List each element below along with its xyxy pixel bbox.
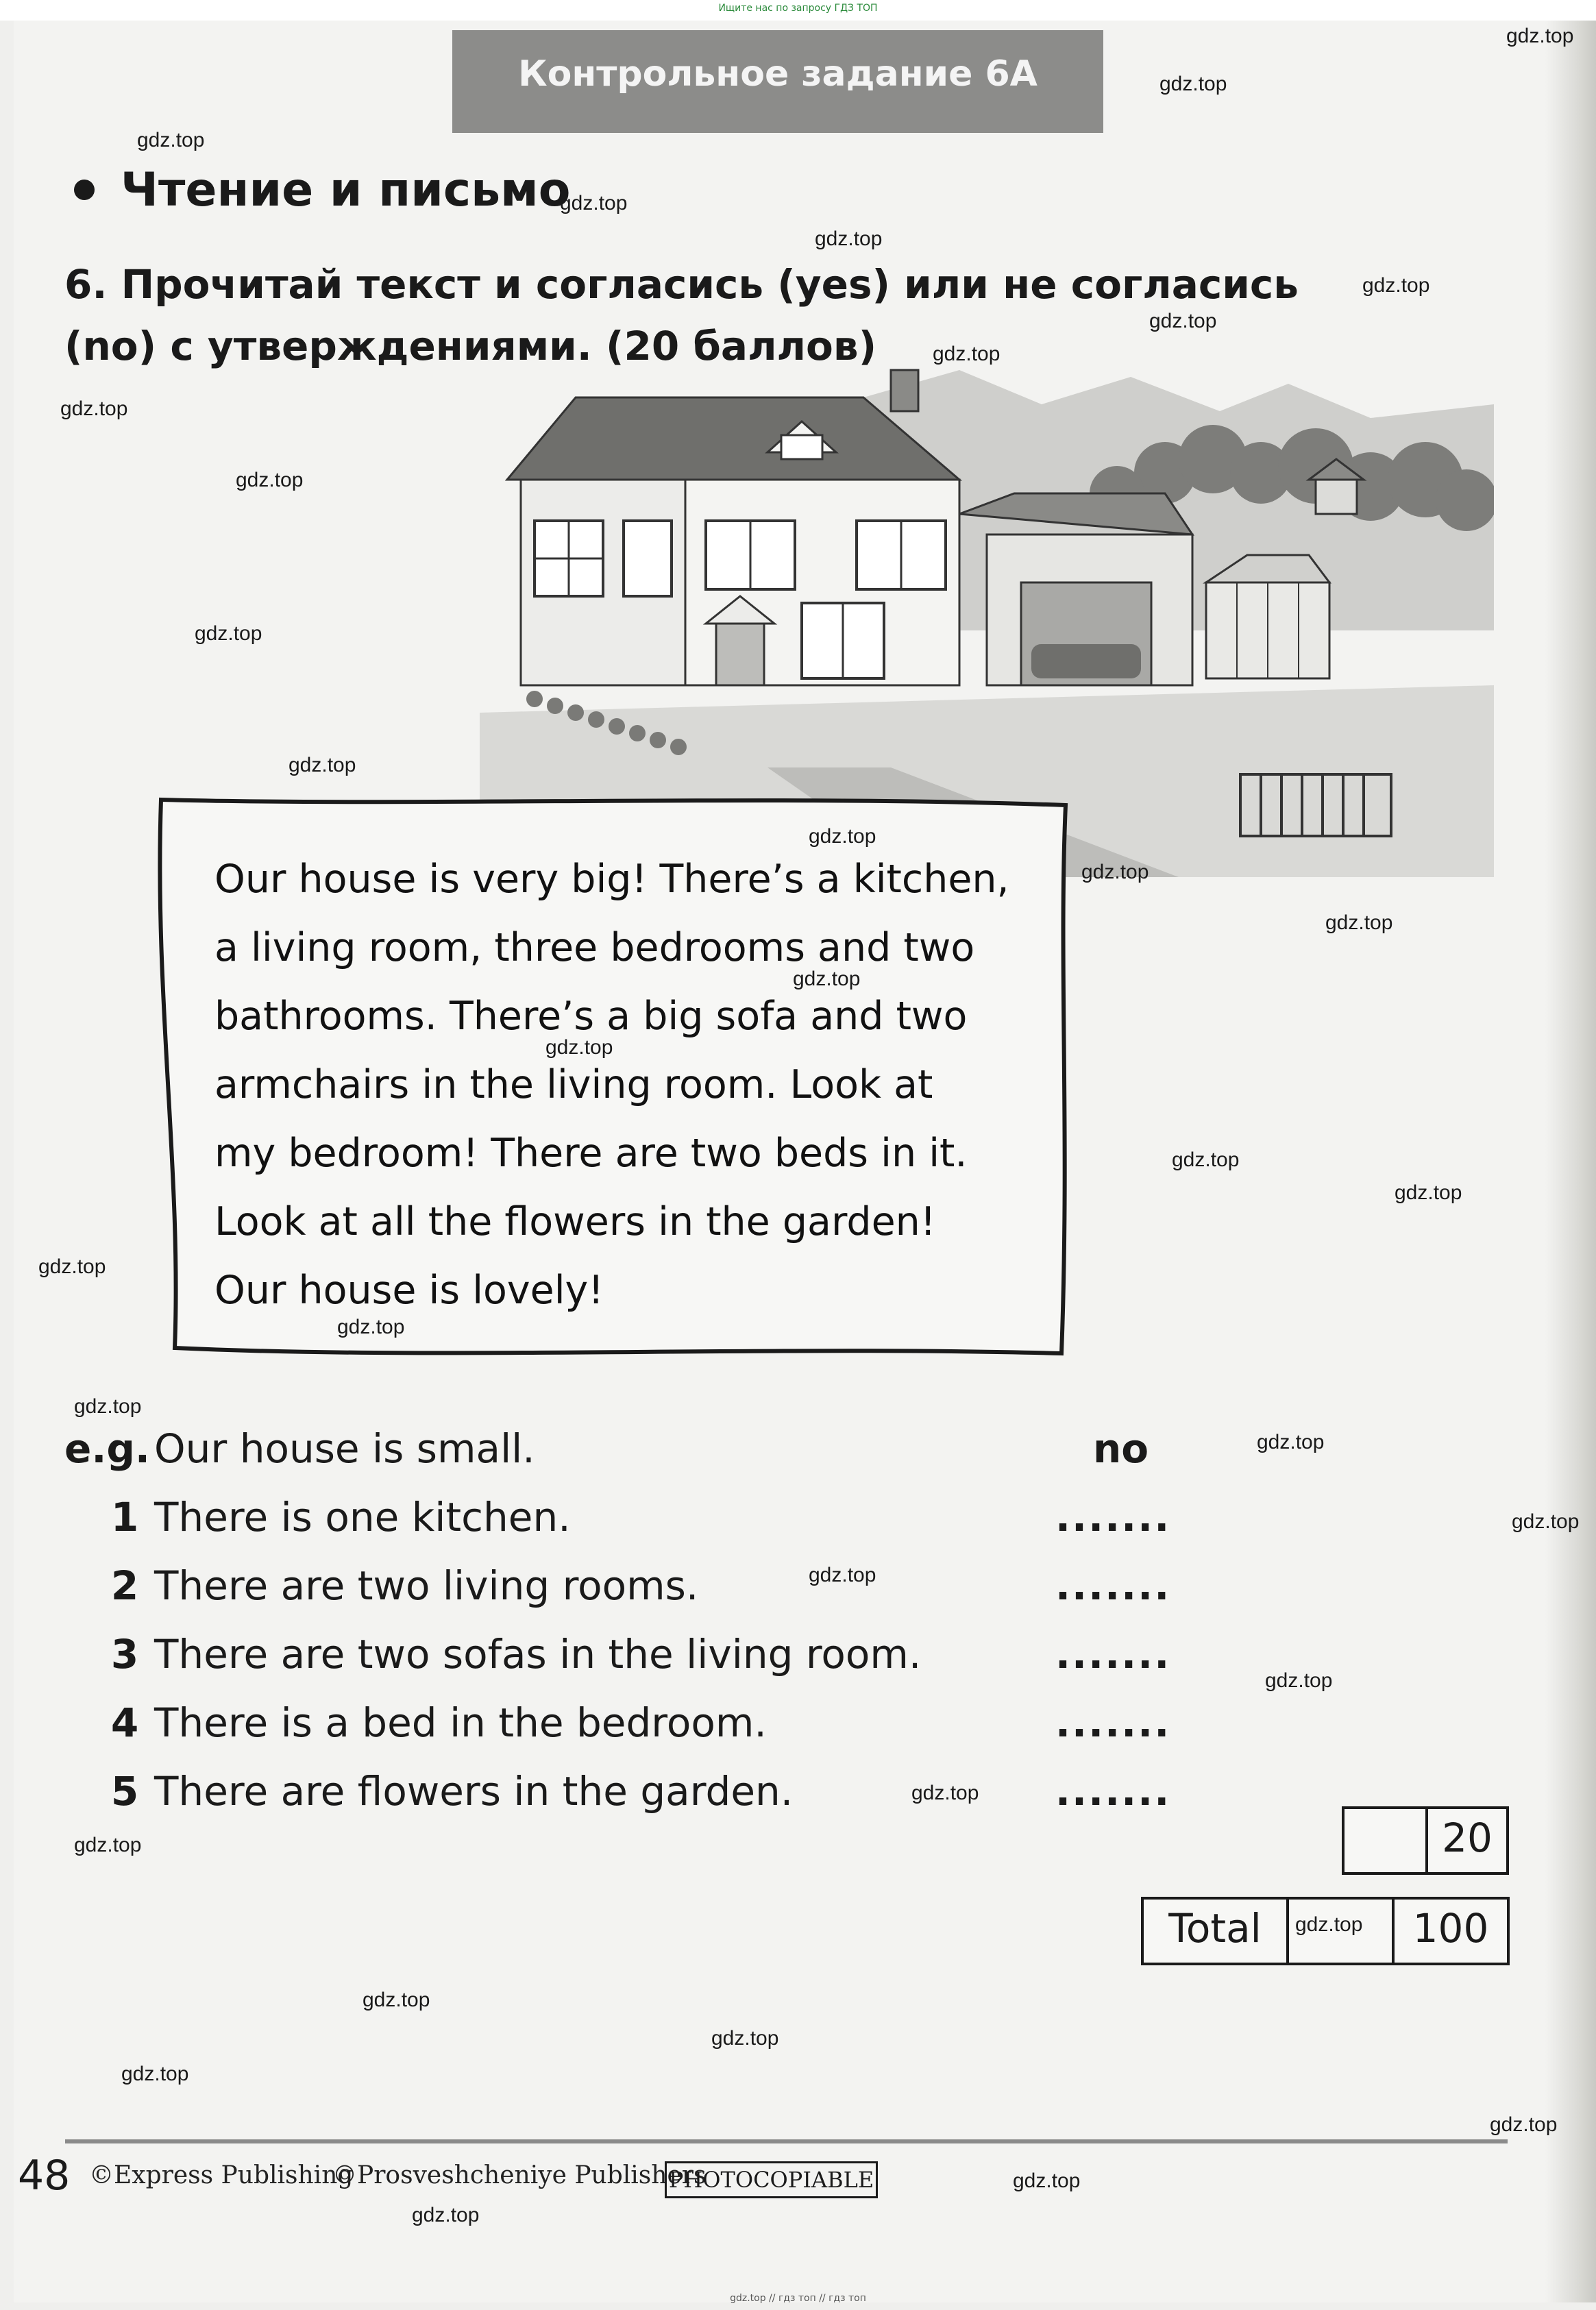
text-box <box>154 791 1072 1367</box>
total-max: 100 <box>1412 1905 1489 1952</box>
watermark: gdz.top <box>1512 1510 1580 1533</box>
watermark: gdz.top <box>933 343 1000 365</box>
watermark: gdz.top <box>793 968 861 990</box>
answer-blank[interactable]: ....... <box>1055 1699 1171 1746</box>
text-line: Look at all the flowers in the garden! <box>214 1199 936 1244</box>
watermark: gdz.top <box>74 1834 142 1856</box>
example-label: e.g. <box>64 1425 150 1472</box>
watermark: gdz.top <box>1325 911 1393 934</box>
statement-text: There are two sofas in the living room. <box>154 1631 922 1678</box>
top-note[interactable]: Ищите нас по запросу ГДЗ ТОП <box>718 3 878 14</box>
watermark: gdz.top <box>236 469 304 491</box>
text-line: bathrooms. There’s a big sofa and two <box>214 994 968 1039</box>
watermark: gdz.top <box>363 1989 430 2011</box>
statement-text: There is a bed in the bedroom. <box>154 1699 767 1746</box>
page-number: 48 <box>18 2152 71 2200</box>
watermark: gdz.top <box>1295 1913 1363 1936</box>
page-title: Контрольное задание 6А <box>518 53 1038 95</box>
watermark: gdz.top <box>815 228 883 250</box>
statement-number: 2 <box>110 1562 139 1609</box>
photocopiable-badge: PHOTOCOPIABLE <box>665 2161 878 2198</box>
watermark: gdz.top <box>911 1782 979 1804</box>
statement-text: There are two living rooms. <box>154 1562 699 1609</box>
example-statement: Our house is small. <box>154 1425 535 1472</box>
watermark: gdz.top <box>809 825 876 848</box>
watermark: gdz.top <box>1081 861 1149 883</box>
watermark: gdz.top <box>560 192 628 214</box>
watermark: gdz.top <box>195 622 262 645</box>
total-divider <box>1286 1900 1289 1963</box>
statement-number: 3 <box>110 1631 139 1678</box>
watermark: gdz.top <box>38 1255 106 1278</box>
bottom-note[interactable]: gdz.top // гдз топ // гдз топ <box>730 2293 866 2304</box>
statement-number: 1 <box>110 1494 139 1540</box>
answer-blank[interactable]: ....... <box>1055 1631 1171 1678</box>
watermark: gdz.top <box>60 397 128 420</box>
watermark: gdz.top <box>1362 274 1430 297</box>
score-max: 20 <box>1442 1815 1493 1861</box>
watermark: gdz.top <box>1149 310 1217 332</box>
statement-text: There are flowers in the garden. <box>154 1768 794 1815</box>
total-label: Total <box>1168 1905 1262 1952</box>
score-box <box>1342 1806 1509 1875</box>
text-line: armchairs in the living room. Look at <box>214 1062 933 1107</box>
publisher-credit: ©Prosveshcheniye Publishers <box>332 2161 707 2189</box>
watermark: gdz.top <box>288 754 356 776</box>
task-instruction: 6. Прочитай текст и согласись (yes) или не согласись (no) с утверждениями. (20 баллов) <box>64 261 1299 369</box>
example-answer: no <box>1093 1425 1149 1472</box>
watermark: gdz.top <box>412 2204 480 2226</box>
page-binding-shadow <box>1545 21 1596 2302</box>
watermark: gdz.top <box>1265 1669 1333 1692</box>
answer-blank[interactable]: ....... <box>1055 1768 1171 1815</box>
section-title: Чтение и письмо <box>121 163 571 217</box>
statement-number: 4 <box>110 1699 139 1746</box>
watermark: gdz.top <box>1395 1181 1462 1204</box>
watermark: gdz.top <box>1506 25 1574 47</box>
bullet-icon <box>74 180 95 200</box>
text-line: my bedroom! There are two beds in it. <box>214 1131 968 1176</box>
watermark: gdz.top <box>1159 73 1227 95</box>
watermark: gdz.top <box>1013 2170 1081 2192</box>
watermark: gdz.top <box>1257 1431 1325 1453</box>
statement-text: There is one kitchen. <box>154 1494 571 1540</box>
watermark: gdz.top <box>1490 2113 1558 2136</box>
watermark: gdz.top <box>74 1395 142 1418</box>
watermark: gdz.top <box>711 2027 779 2050</box>
text-line: a living room, three bedrooms and two <box>214 925 975 970</box>
watermark: gdz.top <box>137 129 205 151</box>
answer-blank[interactable]: ....... <box>1055 1562 1171 1609</box>
watermark: gdz.top <box>121 2063 189 2085</box>
footer-rule <box>65 2139 1508 2143</box>
text-line: Our house is very big! There’s a kitchen, <box>214 857 1009 902</box>
watermark: gdz.top <box>545 1036 613 1059</box>
watermark: gdz.top <box>1172 1148 1240 1171</box>
statement-number: 5 <box>110 1768 139 1815</box>
answer-blank[interactable]: ....... <box>1055 1494 1171 1540</box>
watermark: gdz.top <box>337 1316 405 1338</box>
watermark: gdz.top <box>809 1564 876 1586</box>
publisher-credit: ©Express Publishing <box>89 2161 354 2189</box>
text-line: Our house is lovely! <box>214 1268 604 1313</box>
